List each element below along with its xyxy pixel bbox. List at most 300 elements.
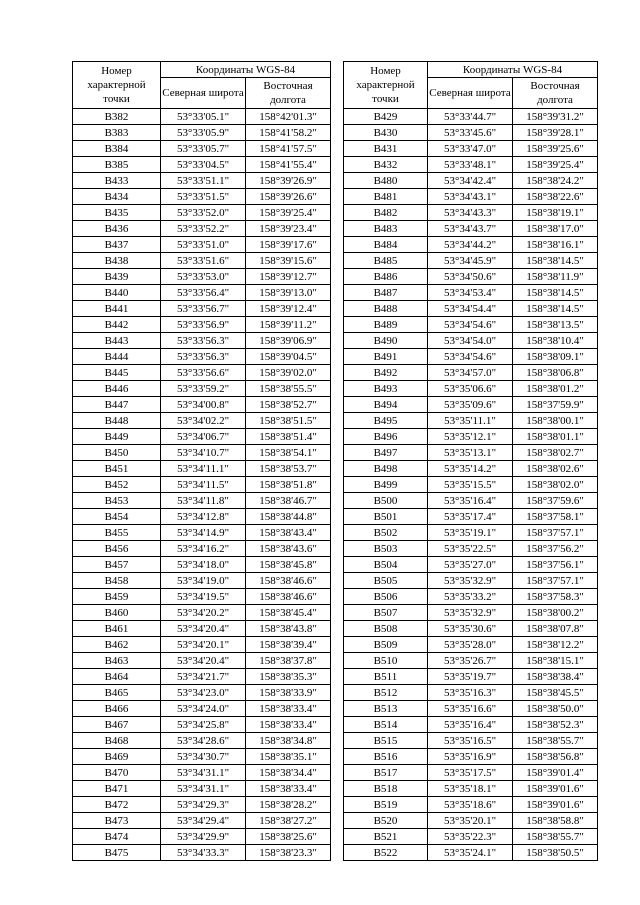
table-row <box>344 333 598 349</box>
latitude-cell: 53°35'16.6" <box>428 701 513 717</box>
longitude-cell: 158°38'07.8" <box>513 621 598 637</box>
table-row <box>73 669 331 685</box>
longitude-cell: 158°39'12.7" <box>246 269 331 285</box>
longitude-cell: 158°38'54.1" <box>246 445 331 461</box>
table-row <box>73 589 331 605</box>
point-number-cell: В382 <box>73 109 161 125</box>
point-number-cell: В439 <box>73 269 161 285</box>
longitude-cell: 158°38'33.4" <box>246 781 331 797</box>
longitude-cell: 158°39'01.4" <box>513 765 598 781</box>
table-row <box>344 589 598 605</box>
point-number-cell: В435 <box>73 205 161 221</box>
table-row <box>73 349 331 365</box>
table-row <box>344 477 598 493</box>
point-number-cell: В434 <box>73 189 161 205</box>
point-number-cell: В452 <box>73 477 161 493</box>
longitude-cell: 158°38'17.0" <box>513 221 598 237</box>
latitude-cell: 53°35'14.2" <box>428 461 513 477</box>
point-number-cell: В459 <box>73 589 161 605</box>
longitude-cell: 158°38'09.1" <box>513 349 598 365</box>
longitude-cell: 158°38'43.8" <box>246 621 331 637</box>
latitude-cell: 53°34'31.1" <box>161 765 246 781</box>
table-row <box>344 781 598 797</box>
latitude-cell: 53°35'16.5" <box>428 733 513 749</box>
point-number-cell: В437 <box>73 237 161 253</box>
point-number-cell: В433 <box>73 173 161 189</box>
point-number-cell: В500 <box>344 493 428 509</box>
longitude-cell: 158°38'02.6" <box>513 461 598 477</box>
coordinates-table-left <box>72 61 331 861</box>
point-number-cell: В494 <box>344 397 428 413</box>
latitude-cell: 53°35'18.6" <box>428 797 513 813</box>
longitude-cell: 158°38'33.9" <box>246 685 331 701</box>
point-number-cell: В464 <box>73 669 161 685</box>
table-row <box>344 381 598 397</box>
point-number-cell: В441 <box>73 301 161 317</box>
latitude-cell: 53°33'51.6" <box>161 253 246 269</box>
point-number-cell: В483 <box>344 221 428 237</box>
table-row <box>344 573 598 589</box>
latitude-cell: 53°33'04.5" <box>161 157 246 173</box>
latitude-cell: 53°35'22.3" <box>428 829 513 845</box>
table-row <box>73 397 331 413</box>
latitude-cell: 53°34'44.2" <box>428 237 513 253</box>
point-number-cell: В451 <box>73 461 161 477</box>
longitude-cell: 158°38'10.4" <box>513 333 598 349</box>
table-row <box>344 237 598 253</box>
latitude-cell: 53°34'33.3" <box>161 845 246 861</box>
longitude-cell: 158°39'25.6" <box>513 141 598 157</box>
longitude-cell: 158°42'01.3" <box>246 109 331 125</box>
point-number-cell: В442 <box>73 317 161 333</box>
latitude-cell: 53°34'54.6" <box>428 317 513 333</box>
table-row <box>344 845 598 861</box>
point-number-cell: В449 <box>73 429 161 445</box>
table-row <box>344 733 598 749</box>
longitude-cell: 158°38'45.8" <box>246 557 331 573</box>
latitude-cell: 53°33'48.1" <box>428 157 513 173</box>
latitude-cell: 53°33'56.7" <box>161 301 246 317</box>
latitude-cell: 53°35'27.0" <box>428 557 513 573</box>
point-number-cell: В444 <box>73 349 161 365</box>
table-row <box>73 797 331 813</box>
point-number-cell: В453 <box>73 493 161 509</box>
point-number-cell: В384 <box>73 141 161 157</box>
latitude-cell: 53°34'11.5" <box>161 477 246 493</box>
table-row <box>344 429 598 445</box>
table-row <box>73 573 331 589</box>
longitude-cell: 158°38'55.7" <box>513 733 598 749</box>
longitude-cell: 158°39'31.2" <box>513 109 598 125</box>
table-row <box>344 797 598 813</box>
latitude-cell: 53°33'47.0" <box>428 141 513 157</box>
table-row <box>73 493 331 509</box>
longitude-cell: 158°38'25.6" <box>246 829 331 845</box>
point-number-cell: В454 <box>73 509 161 525</box>
longitude-cell: 158°38'39.4" <box>246 637 331 653</box>
point-number-cell: В431 <box>344 141 428 157</box>
table-row <box>73 301 331 317</box>
longitude-cell: 158°39'25.4" <box>513 157 598 173</box>
longitude-cell: 158°38'16.1" <box>513 237 598 253</box>
longitude-cell: 158°39'17.6" <box>246 237 331 253</box>
longitude-cell: 158°38'33.4" <box>246 701 331 717</box>
point-number-cell: В492 <box>344 365 428 381</box>
table-row <box>344 445 598 461</box>
table-row <box>73 125 331 141</box>
longitude-cell: 158°39'13.0" <box>246 285 331 301</box>
point-number-cell: В463 <box>73 653 161 669</box>
point-number-cell: В520 <box>344 813 428 829</box>
point-number-cell: В485 <box>344 253 428 269</box>
latitude-cell: 53°34'29.9" <box>161 829 246 845</box>
longitude-cell: 158°39'26.9" <box>246 173 331 189</box>
point-number-cell: В489 <box>344 317 428 333</box>
table-row <box>73 317 331 333</box>
point-number-cell: В458 <box>73 573 161 589</box>
table-row <box>73 557 331 573</box>
longitude-cell: 158°38'46.6" <box>246 589 331 605</box>
longitude-cell: 158°38'23.3" <box>246 845 331 861</box>
point-number-cell: В457 <box>73 557 161 573</box>
point-number-cell: В466 <box>73 701 161 717</box>
table-row <box>73 189 331 205</box>
table-row <box>73 685 331 701</box>
latitude-cell: 53°33'53.0" <box>161 269 246 285</box>
longitude-cell: 158°38'00.2" <box>513 605 598 621</box>
latitude-cell: 53°34'14.9" <box>161 525 246 541</box>
header-coords-group: Координаты WGS-84 <box>161 62 331 78</box>
longitude-cell: 158°38'27.2" <box>246 813 331 829</box>
latitude-cell: 53°35'16.4" <box>428 717 513 733</box>
coordinates-table-right <box>343 61 598 861</box>
table-row <box>344 541 598 557</box>
longitude-cell: 158°38'06.8" <box>513 365 598 381</box>
latitude-cell: 53°33'05.9" <box>161 125 246 141</box>
table-row <box>73 333 331 349</box>
point-number-cell: В467 <box>73 717 161 733</box>
point-number-cell: В484 <box>344 237 428 253</box>
point-number-cell: В504 <box>344 557 428 573</box>
latitude-cell: 53°34'24.0" <box>161 701 246 717</box>
longitude-cell: 158°37'58.3" <box>513 589 598 605</box>
longitude-cell: 158°38'50.5" <box>513 845 598 861</box>
point-number-cell: В490 <box>344 333 428 349</box>
point-number-cell: В508 <box>344 621 428 637</box>
longitude-cell: 158°39'01.6" <box>513 781 598 797</box>
latitude-cell: 53°35'32.9" <box>428 573 513 589</box>
longitude-cell: 158°37'56.2" <box>513 541 598 557</box>
latitude-cell: 53°35'28.0" <box>428 637 513 653</box>
latitude-cell: 53°34'25.8" <box>161 717 246 733</box>
longitude-cell: 158°39'28.1" <box>513 125 598 141</box>
latitude-cell: 53°34'43.7" <box>428 221 513 237</box>
latitude-cell: 53°35'16.3" <box>428 685 513 701</box>
table-row <box>344 621 598 637</box>
table-row <box>73 413 331 429</box>
header-point-number: Номер характерной точки <box>73 62 161 109</box>
longitude-cell: 158°38'14.5" <box>513 285 598 301</box>
table-row <box>73 605 331 621</box>
table-row <box>73 365 331 381</box>
latitude-cell: 53°34'45.9" <box>428 253 513 269</box>
table-row <box>73 525 331 541</box>
point-number-cell: В493 <box>344 381 428 397</box>
longitude-cell: 158°38'52.3" <box>513 717 598 733</box>
longitude-cell: 158°38'43.4" <box>246 525 331 541</box>
table-row <box>344 637 598 653</box>
longitude-cell: 158°37'59.6" <box>513 493 598 509</box>
longitude-cell: 158°37'56.1" <box>513 557 598 573</box>
header-point-number: Номер характерной точки <box>344 62 428 109</box>
longitude-cell: 158°38'13.5" <box>513 317 598 333</box>
latitude-cell: 53°34'50.6" <box>428 269 513 285</box>
table-row <box>73 637 331 653</box>
point-number-cell: В474 <box>73 829 161 845</box>
point-number-cell: В471 <box>73 781 161 797</box>
longitude-cell: 158°38'14.5" <box>513 301 598 317</box>
latitude-cell: 53°35'13.1" <box>428 445 513 461</box>
longitude-cell: 158°41'58.2" <box>246 125 331 141</box>
latitude-cell: 53°34'54.4" <box>428 301 513 317</box>
longitude-cell: 158°38'50.0" <box>513 701 598 717</box>
longitude-cell: 158°38'46.6" <box>246 573 331 589</box>
latitude-cell: 53°34'11.1" <box>161 461 246 477</box>
point-number-cell: В516 <box>344 749 428 765</box>
latitude-cell: 53°33'44.7" <box>428 109 513 125</box>
point-number-cell: В501 <box>344 509 428 525</box>
latitude-cell: 53°35'30.6" <box>428 621 513 637</box>
latitude-cell: 53°34'12.8" <box>161 509 246 525</box>
point-number-cell: В499 <box>344 477 428 493</box>
point-number-cell: В456 <box>73 541 161 557</box>
latitude-cell: 53°34'31.1" <box>161 781 246 797</box>
latitude-cell: 53°35'22.5" <box>428 541 513 557</box>
header-longitude: Восточная долгота <box>246 78 331 109</box>
latitude-cell: 53°33'51.0" <box>161 237 246 253</box>
header-longitude: Восточная долгота <box>513 78 598 109</box>
point-number-cell: В473 <box>73 813 161 829</box>
longitude-cell: 158°38'35.1" <box>246 749 331 765</box>
longitude-cell: 158°38'37.8" <box>246 653 331 669</box>
table-row <box>344 717 598 733</box>
longitude-cell: 158°38'12.2" <box>513 637 598 653</box>
latitude-cell: 53°34'02.2" <box>161 413 246 429</box>
longitude-cell: 158°38'51.8" <box>246 477 331 493</box>
table-row <box>73 765 331 781</box>
point-number-cell: В461 <box>73 621 161 637</box>
point-number-cell: В438 <box>73 253 161 269</box>
latitude-cell: 53°35'16.4" <box>428 493 513 509</box>
latitude-cell: 53°34'30.7" <box>161 749 246 765</box>
latitude-cell: 53°35'19.1" <box>428 525 513 541</box>
table-row <box>344 525 598 541</box>
table-row <box>344 365 598 381</box>
longitude-cell: 158°38'53.7" <box>246 461 331 477</box>
longitude-cell: 158°41'55.4" <box>246 157 331 173</box>
latitude-cell: 53°35'12.1" <box>428 429 513 445</box>
header-coords-group: Координаты WGS-84 <box>428 62 598 78</box>
longitude-cell: 158°39'04.5" <box>246 349 331 365</box>
table-row <box>73 509 331 525</box>
table-row <box>344 109 598 125</box>
longitude-cell: 158°38'52.7" <box>246 397 331 413</box>
point-number-cell: В512 <box>344 685 428 701</box>
point-number-cell: В488 <box>344 301 428 317</box>
table-row <box>344 461 598 477</box>
point-number-cell: В519 <box>344 797 428 813</box>
longitude-cell: 158°39'02.0" <box>246 365 331 381</box>
latitude-cell: 53°33'52.2" <box>161 221 246 237</box>
latitude-cell: 53°34'42.4" <box>428 173 513 189</box>
latitude-cell: 53°35'19.7" <box>428 669 513 685</box>
latitude-cell: 53°34'11.8" <box>161 493 246 509</box>
point-number-cell: В465 <box>73 685 161 701</box>
longitude-cell: 158°38'24.2" <box>513 173 598 189</box>
latitude-cell: 53°34'00.8" <box>161 397 246 413</box>
latitude-cell: 53°35'24.1" <box>428 845 513 861</box>
table-row <box>73 477 331 493</box>
point-number-cell: В432 <box>344 157 428 173</box>
point-number-cell: В487 <box>344 285 428 301</box>
table-row <box>73 621 331 637</box>
latitude-cell: 53°33'05.1" <box>161 109 246 125</box>
table-row <box>73 717 331 733</box>
longitude-cell: 158°38'44.8" <box>246 509 331 525</box>
table-row <box>73 269 331 285</box>
longitude-cell: 158°38'28.2" <box>246 797 331 813</box>
longitude-cell: 158°38'51.4" <box>246 429 331 445</box>
point-number-cell: В505 <box>344 573 428 589</box>
table-row <box>344 413 598 429</box>
latitude-cell: 53°34'43.3" <box>428 205 513 221</box>
latitude-cell: 53°35'16.9" <box>428 749 513 765</box>
table-row <box>73 381 331 397</box>
longitude-cell: 158°38'43.6" <box>246 541 331 557</box>
point-number-cell: В443 <box>73 333 161 349</box>
latitude-cell: 53°34'53.4" <box>428 285 513 301</box>
table-row <box>344 349 598 365</box>
table-row <box>344 173 598 189</box>
latitude-cell: 53°35'20.1" <box>428 813 513 829</box>
table-row <box>73 829 331 845</box>
table-row <box>73 445 331 461</box>
longitude-cell: 158°39'25.4" <box>246 205 331 221</box>
table-row <box>344 493 598 509</box>
latitude-cell: 53°34'21.7" <box>161 669 246 685</box>
table-row <box>344 701 598 717</box>
point-number-cell: В510 <box>344 653 428 669</box>
table-row <box>73 733 331 749</box>
table-row <box>73 141 331 157</box>
latitude-cell: 53°35'33.2" <box>428 589 513 605</box>
longitude-cell: 158°38'22.6" <box>513 189 598 205</box>
table-row <box>344 269 598 285</box>
table-row <box>73 701 331 717</box>
point-number-cell: В480 <box>344 173 428 189</box>
latitude-cell: 53°34'10.7" <box>161 445 246 461</box>
longitude-cell: 158°39'15.6" <box>246 253 331 269</box>
latitude-cell: 53°33'45.6" <box>428 125 513 141</box>
table-row <box>344 605 598 621</box>
latitude-cell: 53°34'19.5" <box>161 589 246 605</box>
longitude-cell: 158°38'46.7" <box>246 493 331 509</box>
point-number-cell: В513 <box>344 701 428 717</box>
latitude-cell: 53°34'18.0" <box>161 557 246 573</box>
latitude-cell: 53°34'19.0" <box>161 573 246 589</box>
latitude-cell: 53°34'20.4" <box>161 621 246 637</box>
point-number-cell: В515 <box>344 733 428 749</box>
table-row <box>73 109 331 125</box>
longitude-cell: 158°37'57.1" <box>513 573 598 589</box>
table-row <box>73 781 331 797</box>
longitude-cell: 158°38'35.3" <box>246 669 331 685</box>
point-number-cell: В491 <box>344 349 428 365</box>
table-row <box>344 765 598 781</box>
latitude-cell: 53°33'51.5" <box>161 189 246 205</box>
point-number-cell: В506 <box>344 589 428 605</box>
table-row <box>73 285 331 301</box>
latitude-cell: 53°35'32.9" <box>428 605 513 621</box>
table-row <box>344 509 598 525</box>
longitude-cell: 158°38'15.1" <box>513 653 598 669</box>
table-row <box>344 301 598 317</box>
table-row <box>73 541 331 557</box>
latitude-cell: 53°34'20.1" <box>161 637 246 653</box>
point-number-cell: В460 <box>73 605 161 621</box>
latitude-cell: 53°35'15.5" <box>428 477 513 493</box>
longitude-cell: 158°39'01.6" <box>513 797 598 813</box>
longitude-cell: 158°38'34.4" <box>246 765 331 781</box>
table-row <box>344 141 598 157</box>
latitude-cell: 53°33'56.3" <box>161 349 246 365</box>
point-number-cell: В450 <box>73 445 161 461</box>
table-row <box>344 685 598 701</box>
point-number-cell: В468 <box>73 733 161 749</box>
latitude-cell: 53°35'18.1" <box>428 781 513 797</box>
table-row <box>344 829 598 845</box>
latitude-cell: 53°33'52.0" <box>161 205 246 221</box>
longitude-cell: 158°38'01.1" <box>513 429 598 445</box>
latitude-cell: 53°35'11.1" <box>428 413 513 429</box>
latitude-cell: 53°34'06.7" <box>161 429 246 445</box>
point-number-cell: В481 <box>344 189 428 205</box>
table-row <box>73 813 331 829</box>
table-row <box>73 461 331 477</box>
point-number-cell: В469 <box>73 749 161 765</box>
longitude-cell: 158°37'59.9" <box>513 397 598 413</box>
longitude-cell: 158°38'34.8" <box>246 733 331 749</box>
table-row <box>73 205 331 221</box>
longitude-cell: 158°37'57.1" <box>513 525 598 541</box>
point-number-cell: В475 <box>73 845 161 861</box>
point-number-cell: В482 <box>344 205 428 221</box>
table-row <box>344 397 598 413</box>
longitude-cell: 158°38'55.7" <box>513 829 598 845</box>
longitude-cell: 158°39'06.9" <box>246 333 331 349</box>
longitude-cell: 158°38'45.5" <box>513 685 598 701</box>
table-row <box>73 221 331 237</box>
latitude-cell: 53°35'17.4" <box>428 509 513 525</box>
table-row <box>73 237 331 253</box>
table-row <box>344 125 598 141</box>
table-row <box>344 557 598 573</box>
latitude-cell: 53°35'06.6" <box>428 381 513 397</box>
table-row <box>344 205 598 221</box>
longitude-cell: 158°38'51.5" <box>246 413 331 429</box>
latitude-cell: 53°34'54.0" <box>428 333 513 349</box>
longitude-cell: 158°41'57.5" <box>246 141 331 157</box>
